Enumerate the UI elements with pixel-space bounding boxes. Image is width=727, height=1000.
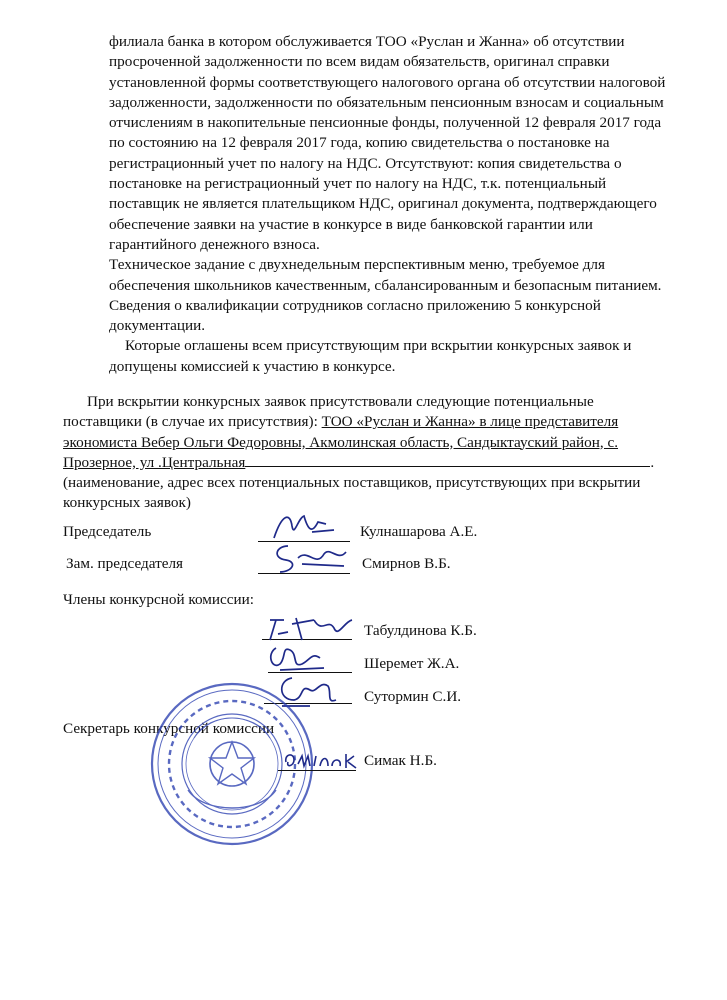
deputy-role: Зам. председателя [66, 555, 184, 572]
body-line: филиала банка в котором обслуживается ТОО «Руслан и Жанна» об отсутствии [109, 33, 625, 50]
presence-line [63, 412, 663, 432]
supplier-address: экономиста Вебер Ольги Федоровны, Акмолинская область, Сандыктауский район, с. [63, 433, 619, 451]
chairman-role: Председатель [63, 523, 152, 540]
chairman-name: Кулнашарова А.Е. [360, 523, 478, 540]
announce-line: Которые оглашены всем присутствующим при вскрытии конкурсных заявок и [125, 337, 632, 355]
note-line: (наименование, адрес всех потенциальных поставщиков, присутствующих при вскрытии [63, 474, 641, 492]
body-line: постановке на регистрационный учет по налогу на НДС, т.к. потенциальный [109, 175, 607, 193]
members-heading: Члены конкурсной комиссии: [63, 591, 254, 608]
deputy-name: Смирнов В.Б. [362, 555, 451, 572]
member-name: Сутормин С.И. [364, 688, 462, 705]
blank-fill-line [245, 453, 650, 467]
note-line: конкурсных заявок) [63, 494, 191, 512]
secretary-role: Секретарь конкурсной комиссии [63, 720, 275, 737]
body-line: регистрационный учет по налогу на НДС. Отсутствуют: копия свидетельства о [109, 154, 622, 172]
deputy-signature [258, 538, 353, 578]
body-line: отчислениям в накопительные пенсионные фонды, полученной 12 февраля 2017 года [109, 114, 662, 132]
presence-prefix: поставщики (в случае их присутствия): [63, 413, 322, 431]
member-name: Шеремет Ж.А. [364, 655, 460, 672]
member-name: Табулдинова К.Б. [364, 622, 477, 639]
body-line: установленной формы соответствующего налогового органа об отсутствии налоговой [109, 73, 666, 91]
body-line: гарантийного денежного взноса. [109, 235, 320, 253]
secretary-signature [280, 746, 362, 776]
body-text [109, 32, 669, 377]
presence-line [63, 453, 663, 473]
body-line: по состоянию на 12 февраля 2017 года, копию свидетельства о постановке на [109, 134, 610, 152]
body-line: обеспечения школьников качественным, сбалансированным и безопасным питанием. [109, 276, 662, 294]
body-line: задолженности, задолженности по обязательным пенсионным взносам и социальным [109, 93, 664, 111]
body-line: просроченной задолженности по всем видам обязательств, оригинал справки [109, 53, 610, 71]
body-line: документации. [109, 317, 206, 335]
body-line: поставщик не является плательщиком НДС, оригинал документа, подтверждающего [109, 195, 657, 213]
supplier-name: ТОО «Руслан и Жанна» в лице представителя [321, 413, 619, 431]
secretary-name: Симак Н.Б. [364, 752, 437, 769]
presence-line: При вскрытии конкурсных заявок присутствовали следующие потенциальные [87, 393, 594, 410]
body-line: Сведения о квалификации сотрудников согласно приложению 5 конкурсной [109, 296, 601, 314]
body-line: обеспечение заявки на участие в конкурсе в виде банковской гарантии или [109, 215, 593, 233]
presence-paragraph [63, 392, 663, 514]
supplier-street: Прозерное, ул .Центральная [63, 453, 246, 471]
body-line: Техническое задание с двухнедельным перспективным меню, требуемое для [109, 256, 606, 274]
line-end-mark: . [650, 453, 655, 471]
announce-line: допущены комиссией к участию в конкурсе. [109, 357, 396, 375]
